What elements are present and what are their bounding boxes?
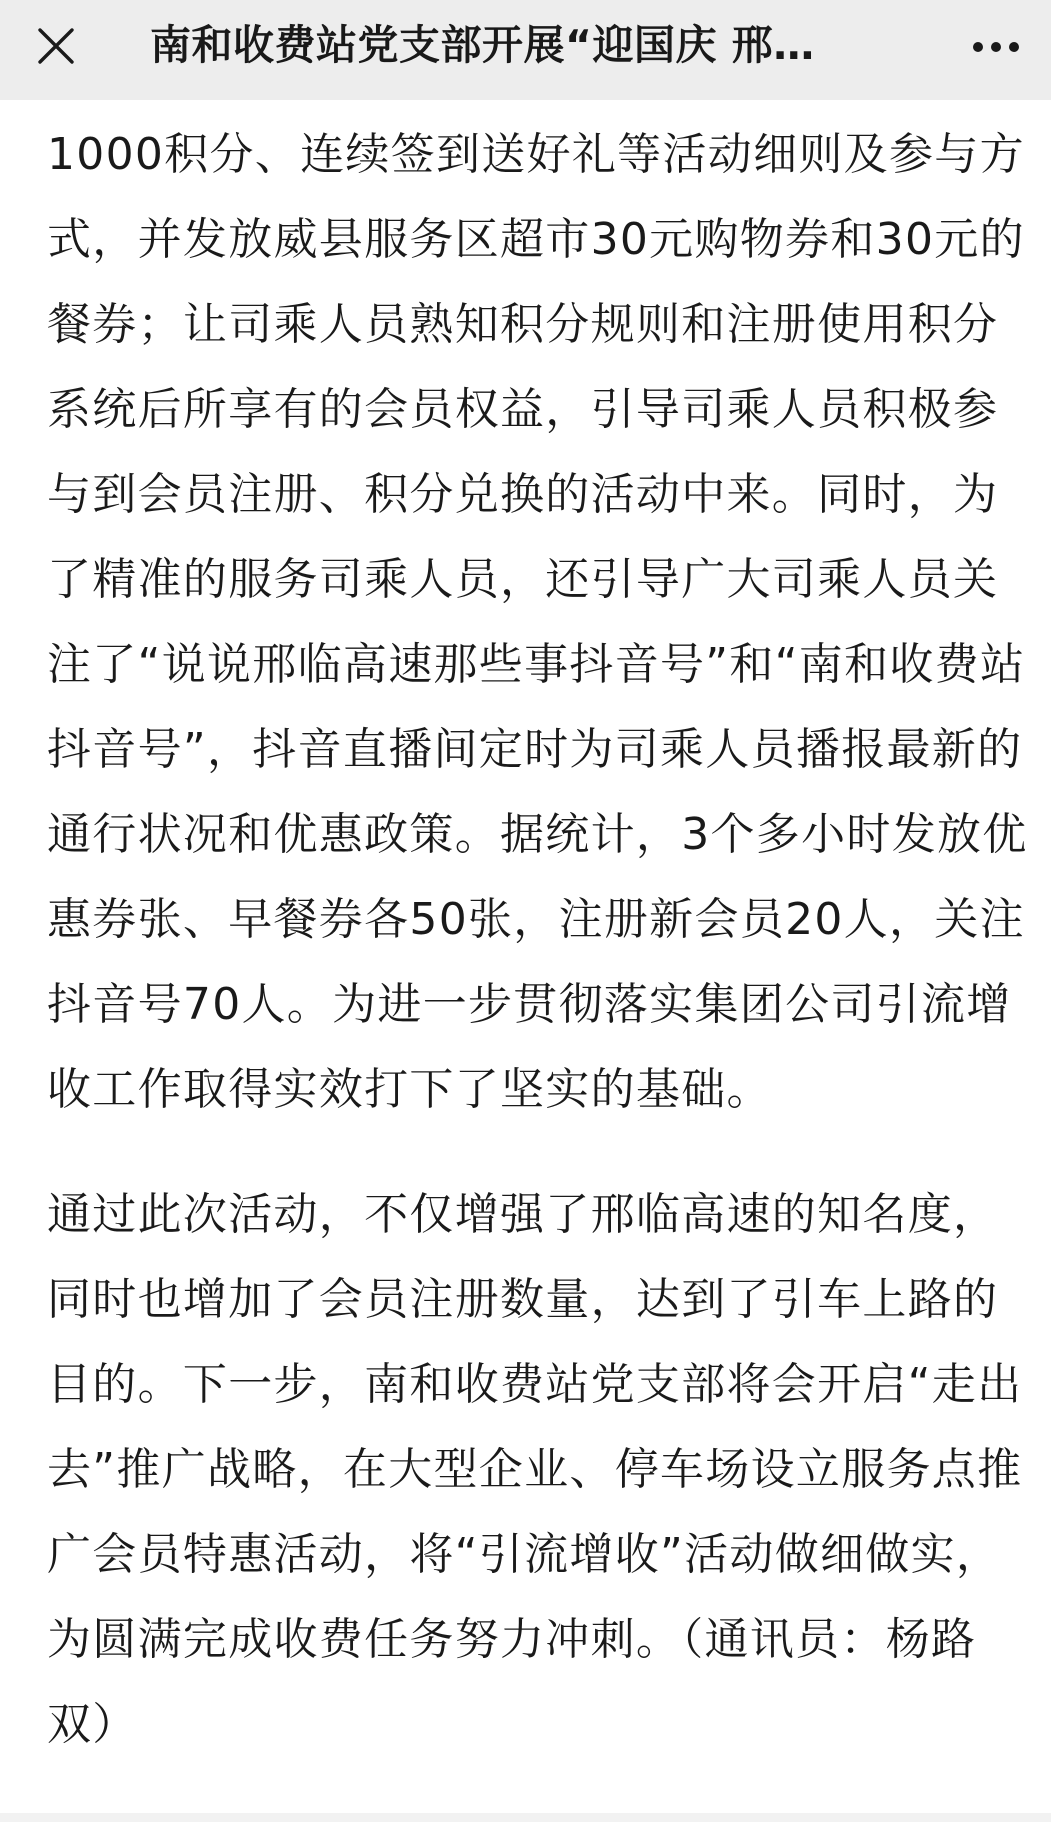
more-options-button[interactable] [965, 24, 1027, 70]
more-icon [972, 41, 1020, 53]
page-title: 南和收费站党支部开展“迎国庆 邢… [150, 21, 815, 69]
article-body [47, 112, 1032, 1767]
close-icon [36, 26, 76, 66]
top-navigation-bar [0, 0, 1051, 100]
article-paragraph: 通过此次活动，不仅增强了邢临高速的知名度，同时也增加了会员注册数量，达到了引车上路的目的。下一步，南和收费站党支部将会开启“走出去”推广战略，在大型企业、停车场设立服务点推广会员特惠活动，将“引流增收”活动做细做实，为圆满完成收费任务努力冲刺。（通讯员：杨路双） [47, 1189, 1023, 1750]
close-button[interactable] [30, 20, 82, 72]
article-paragraph: 1000积分、连续签到送好礼等活动细则及参与方式，并发放威县服务区超市30元购物券和30元的餐券；让司乘人员熟知积分规则和注册使用积分系统后所享有的会员权益，引导司乘人员积极参与到会员注册、积分兑换的活动中来。同时，为了精准的服务司乘人员，还引导广大司乘人员关注了“说说邢临高速那些事抖音号”和“南和收费站抖音号”，抖音直播间定时为司乘人员播报最新的通行状况和优惠政策。据统计，3个多小时发放优惠券张、早餐券各50张，注册新会员20人，关注抖音号70人。为进一步贯彻落实集团公司引流增收工作取得实效打下了坚实的基础。 [47, 129, 1028, 1115]
bottom-divider [0, 1813, 1051, 1822]
